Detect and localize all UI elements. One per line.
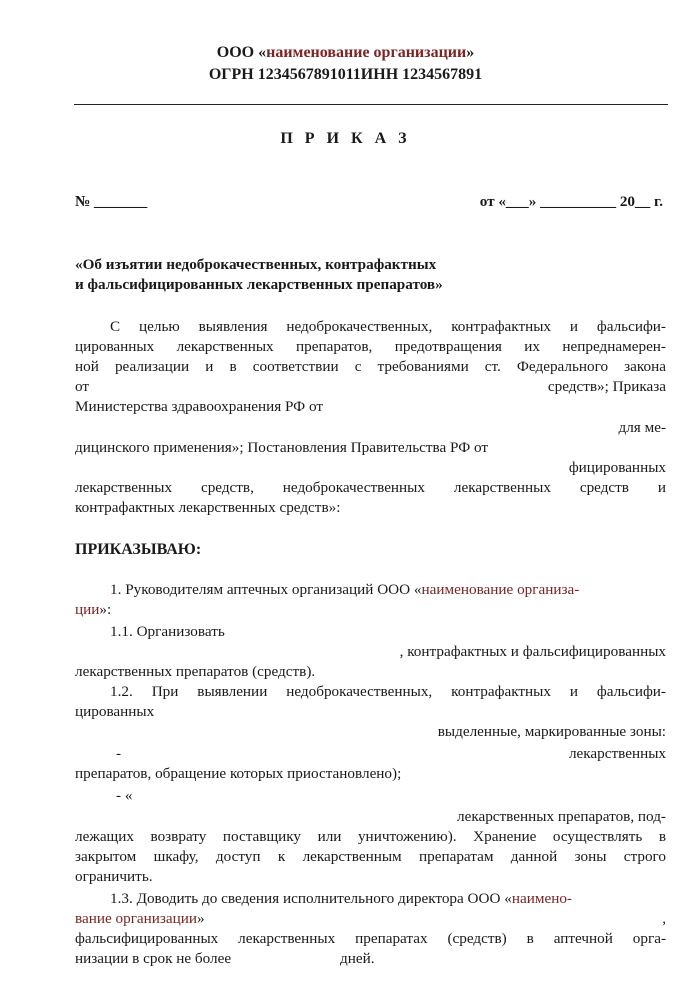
preamble-line: фицированных [568,459,666,476]
item-1-2-cont: цированных [75,703,155,720]
item-1-1-cont: лекарственных препаратов (средств). [75,663,316,680]
document-title: П Р И К А З [280,130,411,147]
company-header: ООО «наименование организации» [216,44,475,61]
order-date: от «___» __________ 20__ г. [479,193,663,210]
preamble-line: от [75,378,90,395]
item-1-1-cont: , контрафактных и фальсифицированных [399,643,666,660]
item-1-2-cont: выделенные, маркированные зоны: [437,723,666,740]
item-1-3-comma: , [662,910,666,927]
registration-line: ОГРН 1234567891011ИНН 1234567891 [208,66,483,83]
item-1-2: 1.2. При выявлении недоброкачественных, контрафактных и фальсифи- [110,683,666,700]
preamble-line: цированных лекарственных препаратов, предотвращения их непреднамерен- [75,338,666,355]
item-1-2-cont: закрытом шкафу, доступ к лекарственным препаратам данной зоны строго [75,848,666,865]
preamble-line: дицинского применения»; Постановления Правительства РФ от [75,439,489,456]
item-1-3-cont: вание организации» [75,910,205,927]
item-1-2-cont: ограничить. [75,868,153,885]
company-name: наименование организации [266,44,467,61]
preamble-line: контрафактных лекарственных средств»: [75,499,341,516]
item-1-2-cont: препаратов, обращение которых приостановлено); [75,765,402,782]
subject-line-1: «Об изъятии недоброкачественных, контрафактных [75,256,437,273]
order-heading: ПРИКАЗЫВАЮ: [75,541,202,558]
item-1-2-dash: - « [116,787,133,804]
item-1: 1. Руководителям аптечных организаций ООО «наименование организа- [110,581,580,598]
item-1-3: 1.3. Доводить до сведения исполнительного директора ООО «наимено- [110,890,572,907]
company-name: наимено- [511,890,572,907]
preamble-line: лекарственных средств, недоброкачественных лекарственных средств и [75,479,666,496]
item-1-2-cont: лекарственных препаратов, под- [457,808,666,825]
header-divider [74,104,668,105]
preamble-line: С целью выявления недоброкачественных, контрафактных и фальсифи- [110,318,666,335]
item-1-3-cont: низации в срок не более [75,950,232,967]
item-1-2-dash: - [116,745,122,762]
item-1-3-cont: фальсифицированных лекарственных препаратах (средств) в аптечной орга- [75,930,666,947]
preamble-line: для ме- [618,419,666,436]
preamble-line: ной реализации и в соответствии с требованиями ст. Федерального закона [75,358,666,375]
item-1-cont: ции»: [75,601,112,618]
item-1-3-cont: дней. [340,950,375,967]
order-number: № _______ [75,193,148,210]
item-1-2-cont: лежащих возврату поставщику или уничтожению). Хранение осуществлять в [75,828,666,845]
subject-line-2: и фальсифицированных лекарственных препаратов» [75,276,443,293]
preamble-line: средств»; Приказа [547,378,666,395]
item-1-1: 1.1. Организовать [110,623,225,640]
item-1-2-cont: лекарственных [568,745,666,762]
preamble-line: Министерства здравоохранения РФ от [75,398,323,415]
company-name: наименование организа- [421,581,580,598]
